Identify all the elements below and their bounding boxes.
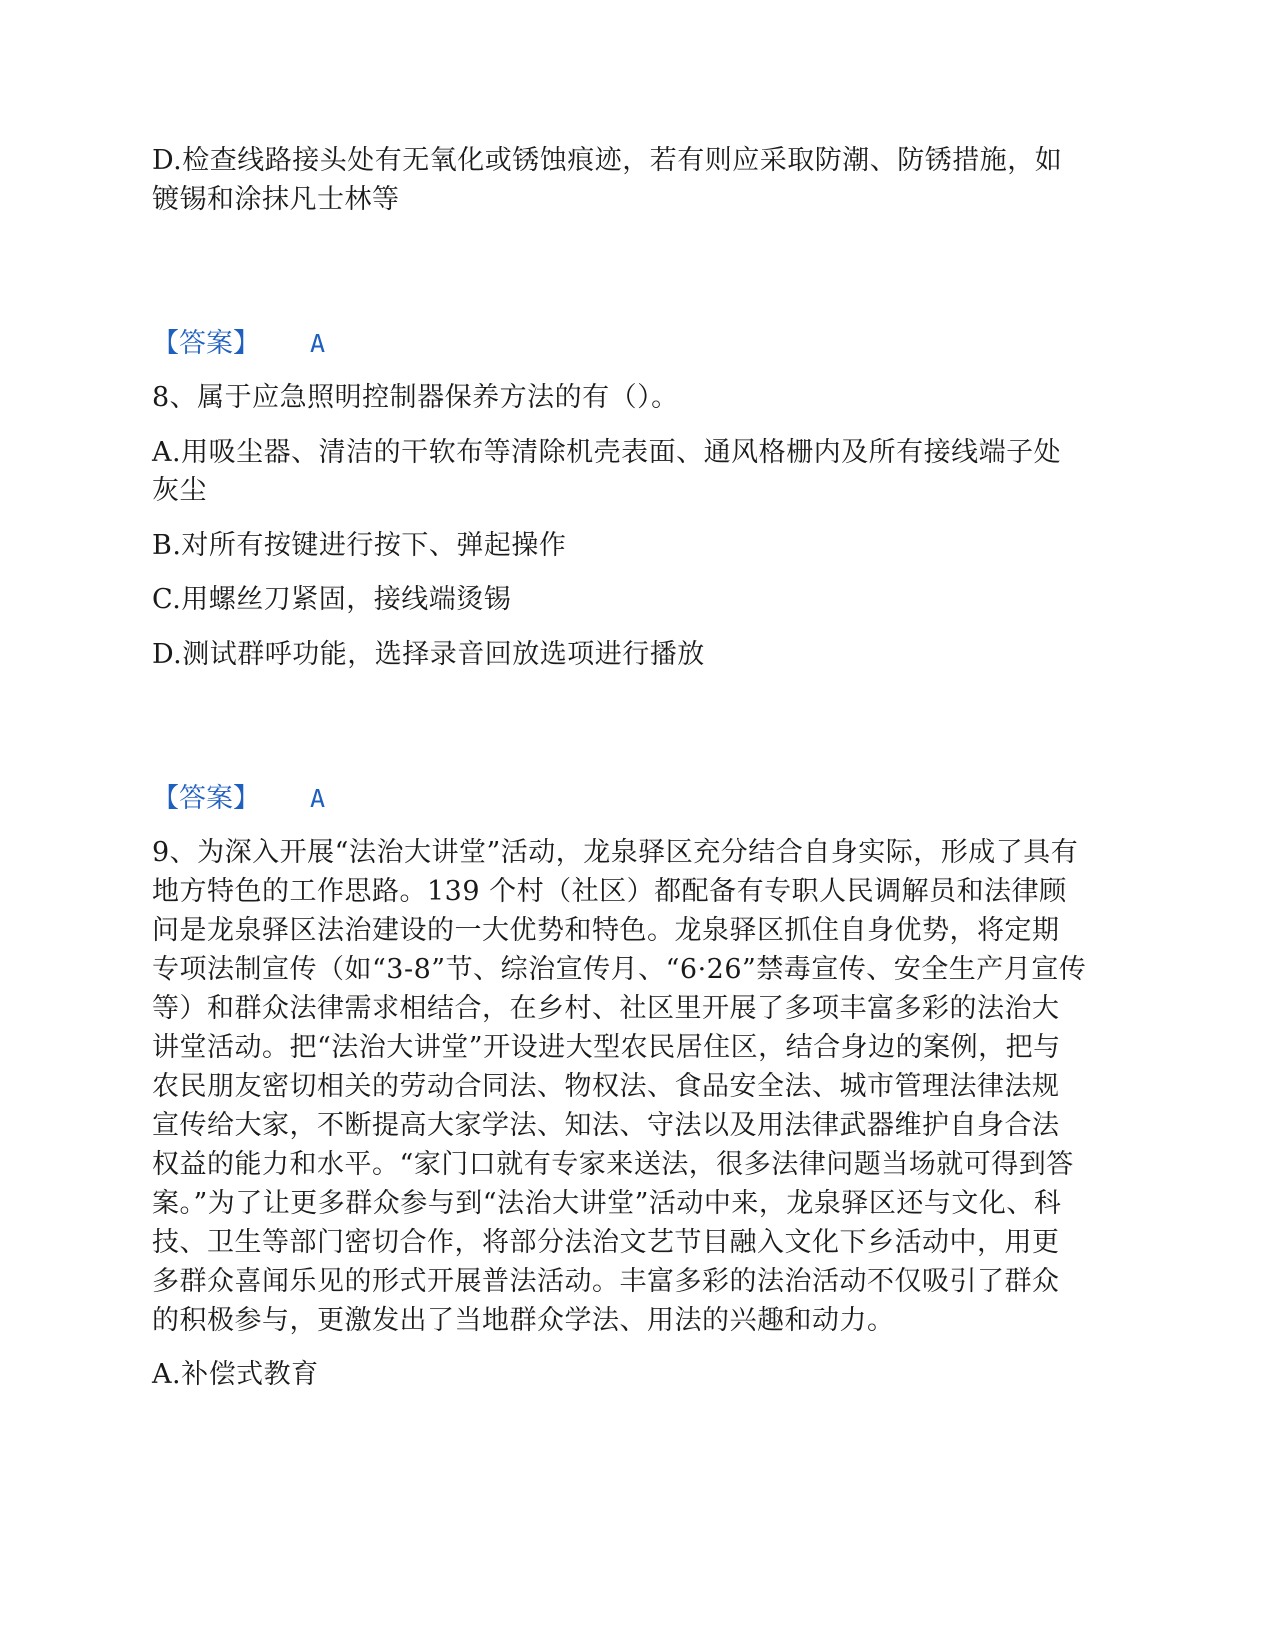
q9-line: 的积极参与，更激发出了当地群众学法、用法的兴趣和动力。 <box>152 1305 895 1336</box>
q7-option-d-line1: D.检查线路接头处有无氧化或锈蚀痕迹，若有则应采取防潮、防锈措施，如 <box>152 145 1063 176</box>
q9-line: 问是龙泉驿区法治建设的一大优势和特色。龙泉驿区抓住自身优势，将定期 <box>152 915 1060 946</box>
q9-line: 权益的能力和水平。“家门口就有专家来送法，很多法律问题当场就可得到答 <box>152 1149 1074 1180</box>
answer-value: A <box>310 329 326 358</box>
q9-line: 讲堂活动。把“法治大讲堂”开设进大型农民居住区，结合身边的案例，把与 <box>152 1032 1061 1063</box>
q7-option-d-line2: 镀锡和涂抹凡士林等 <box>152 184 400 215</box>
q9-option-a: A.补偿式教育 <box>152 1359 319 1390</box>
q8-question: 8、属于应急照明控制器保养方法的有（）。 <box>152 382 679 413</box>
q9-line: 农民朋友密切相关的劳动合同法、物权法、食品安全法、城市管理法律法规 <box>152 1071 1060 1102</box>
q9-line: 专项法制宣传（如“3-8”节、综治宣传月、“6·26”禁毒宣传、安全生产月宣传 <box>152 954 1087 985</box>
q7-answer <box>152 324 325 364</box>
answer-label: 【答案】 <box>152 328 260 359</box>
q9-line: 9、为深入开展“法治大讲堂”活动，龙泉驿区充分结合自身实际，形成了具有 <box>152 837 1079 868</box>
q9-line: 等）和群众法律需求相结合，在乡村、社区里开展了多项丰富多彩的法治大 <box>152 993 1060 1024</box>
q9-line: 技、卫生等部门密切合作，将部分法治文艺节目融入文化下乡活动中，用更 <box>152 1227 1060 1258</box>
q8-option-d: D.测试群呼功能，选择录音回放选项进行播放 <box>152 639 705 670</box>
q8-option-c: C.用螺丝刀紧固，接线端烫锡 <box>152 584 512 615</box>
q9-line: 宣传给大家，不断提高大家学法、知法、守法以及用法律武器维护自身合法 <box>152 1110 1060 1141</box>
q8-option-a-line1: A.用吸尘器、清洁的干软布等清除机壳表面、通风格栅内及所有接线端子处 <box>152 437 1062 468</box>
q9-line: 多群众喜闻乐见的形式开展普法活动。丰富多彩的法治活动不仅吸引了群众 <box>152 1266 1060 1297</box>
answer-value: A <box>310 784 326 813</box>
q8-option-b: B.对所有按键进行按下、弹起操作 <box>152 530 567 561</box>
answer-label: 【答案】 <box>152 783 260 814</box>
q9-line: 案。”为了让更多群众参与到“法治大讲堂”活动中来，龙泉驿区还与文化、科 <box>152 1188 1062 1219</box>
q9-line: 地方特色的工作思路。139 个村（社区）都配备有专职人民调解员和法律顾 <box>152 876 1067 907</box>
q8-option-a-line2: 灰尘 <box>152 475 207 506</box>
q8-answer <box>152 779 325 819</box>
